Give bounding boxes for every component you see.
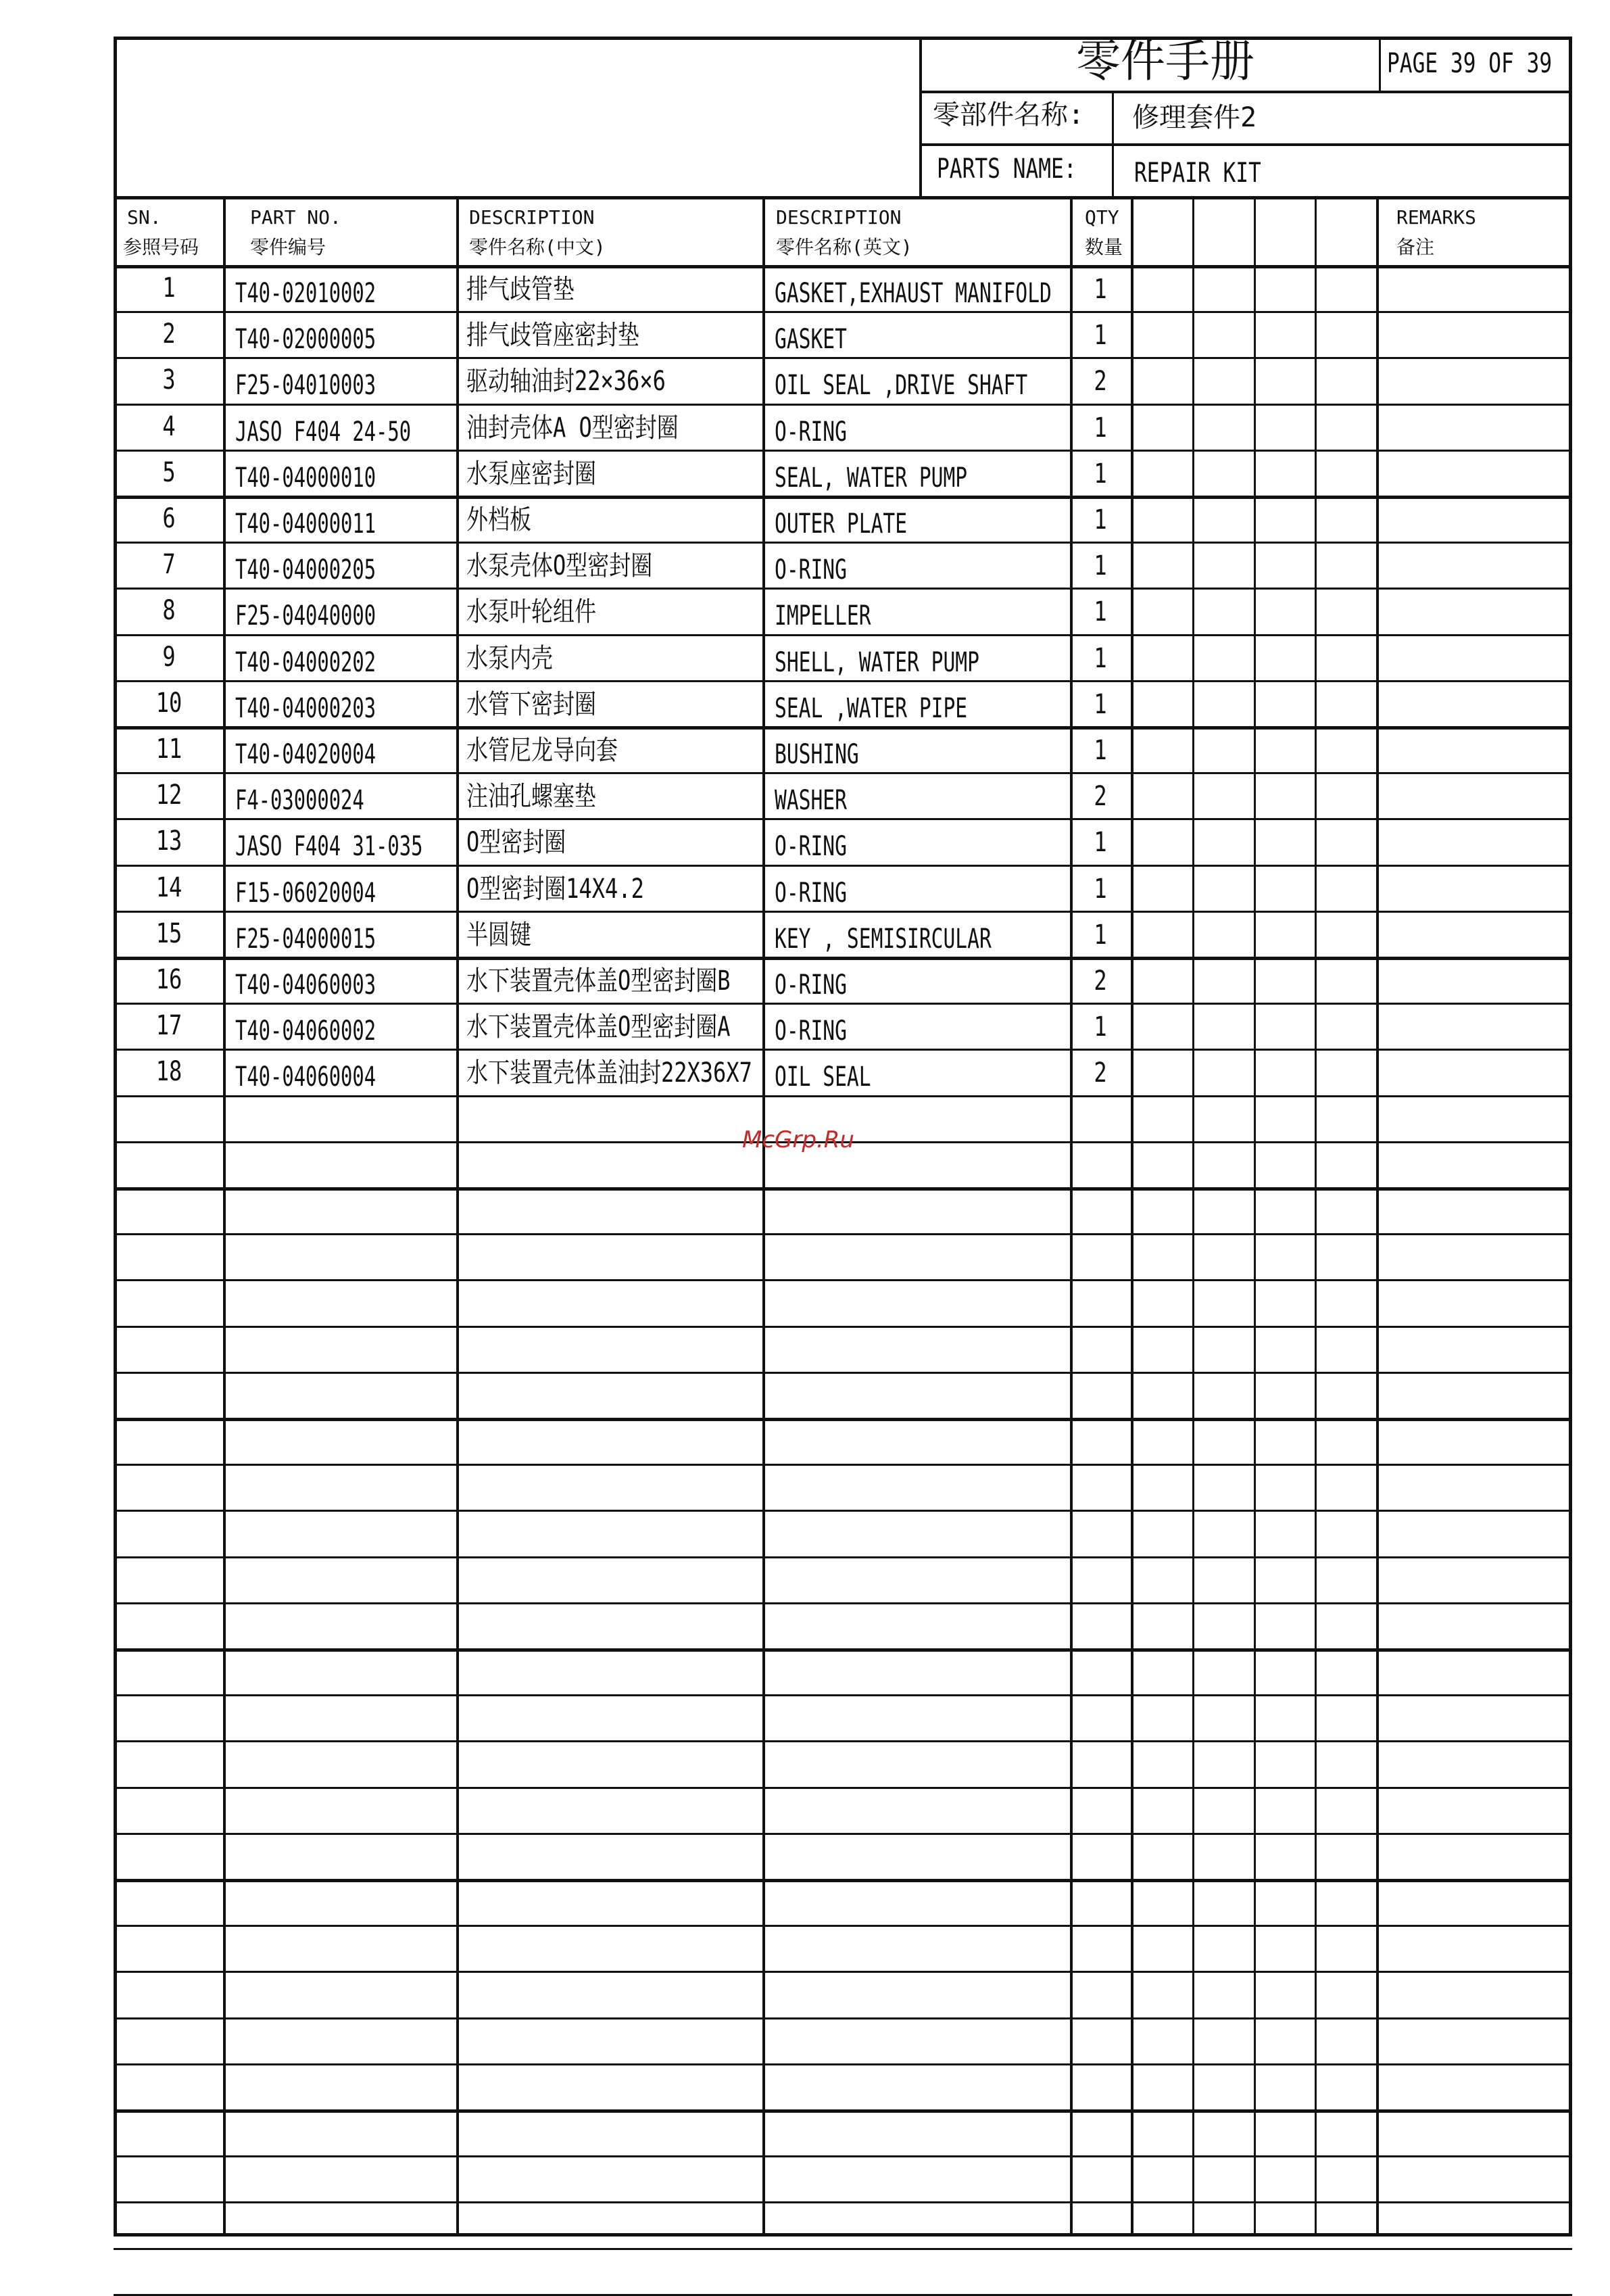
row-sn: 14 xyxy=(155,872,182,903)
col-line-qty xyxy=(1131,197,1133,2237)
row-desc-cn: 水下装置壳体盖油封22X36X7 xyxy=(466,1057,752,1089)
watermark: McGrp.Ru xyxy=(742,1126,854,1153)
row-qty: 1 xyxy=(1094,874,1107,905)
col-line-remarks xyxy=(1376,197,1379,2237)
row-part-no: T40-02000005 xyxy=(235,324,376,355)
page-indicator: PAGE 39 OF 39 xyxy=(1387,48,1553,79)
row-line xyxy=(114,680,1572,682)
row-qty: 1 xyxy=(1094,458,1107,489)
row-desc-cn: 半圆键 xyxy=(466,919,531,951)
row-sn: 16 xyxy=(155,964,182,995)
row-desc-en: OIL SEAL xyxy=(775,1061,871,1093)
row-part-no: F25-04010003 xyxy=(235,370,376,401)
col-header-remarks-en: REMARKS xyxy=(1396,206,1477,229)
row-qty: 1 xyxy=(1094,919,1107,951)
header-divider-left xyxy=(919,38,922,197)
row-part-no: JASO F404 31-035 xyxy=(235,831,423,862)
col-header-desc-en-en: DESCRIPTION xyxy=(776,206,902,229)
row-sn: 4 xyxy=(162,411,176,442)
row-part-no: T40-04060003 xyxy=(235,970,376,1001)
col-header-remarks-cn: 备注 xyxy=(1396,236,1435,258)
row-desc-en: WASHER xyxy=(775,785,847,816)
row-desc-en: OIL SEAL ,DRIVE SHAFT xyxy=(775,370,1028,401)
col-header-desc-cn-cn: 零件名称(中文) xyxy=(469,236,606,258)
row-line xyxy=(114,1556,1572,1558)
row-qty: 1 xyxy=(1094,550,1107,581)
row-desc-cn: 排气歧管垫 xyxy=(466,274,575,305)
row-part-no: F25-04000015 xyxy=(235,924,376,955)
row-qty: 2 xyxy=(1094,1057,1107,1089)
row-desc-en: O-RING xyxy=(775,878,847,909)
row-line xyxy=(114,1464,1572,1466)
row-qty: 1 xyxy=(1094,643,1107,674)
row-qty: 1 xyxy=(1094,735,1107,766)
row-qty: 1 xyxy=(1094,1011,1107,1043)
row-part-no: T40-04000202 xyxy=(235,647,376,678)
row-line xyxy=(114,634,1572,636)
row-desc-cn: 水管下密封圈 xyxy=(466,689,596,720)
row-part-no: T40-04000203 xyxy=(235,693,376,724)
row-line xyxy=(114,2017,1572,2019)
row-line xyxy=(114,2201,1572,2203)
row-desc-cn: 排气歧管座密封垫 xyxy=(466,320,639,351)
row-sn: 5 xyxy=(162,457,176,488)
row-desc-cn: 油封壳体A O型密封圈 xyxy=(466,412,679,444)
col-header-qty-en: QTY xyxy=(1085,206,1119,229)
row-line xyxy=(114,588,1572,590)
row-line xyxy=(114,450,1572,452)
col-line-extra-1 xyxy=(1192,197,1194,2237)
row-desc-en: SEAL ,WATER PIPE xyxy=(775,693,968,724)
row-part-no: F15-06020004 xyxy=(235,878,376,909)
col-header-sn-en: SN. xyxy=(127,206,162,229)
row-part-no: JASO F404 24-50 xyxy=(235,416,412,448)
row-line xyxy=(114,265,1572,268)
row-desc-en: KEY , SEMISIRCULAR xyxy=(775,924,992,955)
row-sn: 2 xyxy=(162,318,176,350)
row-line xyxy=(114,542,1572,544)
row-sn: 7 xyxy=(162,549,176,580)
header-divider-page xyxy=(1379,38,1381,92)
row-desc-cn: 外档板 xyxy=(466,504,531,535)
row-desc-en: O-RING xyxy=(775,554,847,585)
row-sn: 6 xyxy=(162,503,176,534)
row-line xyxy=(114,772,1572,774)
row-desc-en: O-RING xyxy=(775,970,847,1001)
col-line-extra-3 xyxy=(1315,197,1317,2237)
row-desc-en: SHELL, WATER PUMP xyxy=(775,647,979,678)
row-qty: 1 xyxy=(1094,596,1107,627)
row-line xyxy=(114,2063,1572,2065)
row-qty: 2 xyxy=(1094,781,1107,812)
row-line xyxy=(114,818,1572,820)
parts-name-label-cn: 零部件名称: xyxy=(933,99,1085,130)
row-line xyxy=(114,1418,1572,1421)
row-desc-cn: 水管尼龙导向套 xyxy=(466,735,618,766)
row-line xyxy=(114,2155,1572,2157)
row-line xyxy=(114,1279,1572,1281)
row-qty: 2 xyxy=(1094,965,1107,997)
col-header-partno-en: PART NO. xyxy=(250,206,341,229)
row-sn: 8 xyxy=(162,595,176,626)
row-line xyxy=(114,865,1572,867)
row-line xyxy=(114,1510,1572,1512)
row-sn: 13 xyxy=(155,826,182,857)
row-sn: 11 xyxy=(155,734,182,765)
row-line xyxy=(114,726,1572,730)
col-line-desc-cn xyxy=(762,197,765,2237)
row-line xyxy=(114,1372,1572,1374)
row-desc-en: O-RING xyxy=(775,1015,847,1047)
row-line xyxy=(114,1602,1572,1604)
parts-name-value-cn: 修理套件2 xyxy=(1132,102,1257,133)
row-qty: 1 xyxy=(1094,689,1107,720)
row-desc-en: O-RING xyxy=(775,416,847,448)
row-desc-cn: 水下装置壳体盖O型密封圈B xyxy=(466,965,731,997)
row-line xyxy=(114,2248,1572,2250)
row-line xyxy=(114,1648,1572,1652)
header-line-1 xyxy=(919,91,1572,93)
row-qty: 1 xyxy=(1094,504,1107,535)
row-qty: 2 xyxy=(1094,366,1107,397)
header-line-2 xyxy=(919,143,1572,146)
col-line-sn xyxy=(223,197,226,2237)
row-line xyxy=(114,911,1572,913)
row-line xyxy=(114,1925,1572,1927)
row-line xyxy=(114,2109,1572,2113)
row-desc-en: BUSHING xyxy=(775,739,859,770)
row-desc-cn: 水下装置壳体盖O型密封圈A xyxy=(466,1011,731,1043)
row-desc-cn: 驱动轴油封22×36×6 xyxy=(466,366,666,397)
row-qty: 1 xyxy=(1094,320,1107,351)
row-sn: 3 xyxy=(162,364,176,396)
row-sn: 18 xyxy=(155,1056,182,1087)
row-line xyxy=(114,1049,1572,1051)
row-line xyxy=(114,1971,1572,1973)
row-line xyxy=(114,1879,1572,1882)
row-qty: 1 xyxy=(1094,827,1107,858)
col-line-desc-en xyxy=(1070,197,1073,2237)
row-desc-en: GASKET xyxy=(775,324,847,355)
manual-title: 零件手册 xyxy=(1076,35,1254,87)
row-desc-cn: 水泵壳体O型密封圈 xyxy=(466,550,653,581)
row-line xyxy=(114,404,1572,406)
row-line xyxy=(114,1187,1572,1191)
row-line xyxy=(114,1003,1572,1005)
row-line xyxy=(114,1233,1572,1235)
row-part-no: F25-04040000 xyxy=(235,600,376,631)
row-qty: 1 xyxy=(1094,274,1107,305)
row-sn: 10 xyxy=(155,688,182,719)
row-desc-en: SEAL, WATER PUMP xyxy=(775,462,968,494)
col-header-partno-cn: 零件编号 xyxy=(250,236,326,258)
header-bottom-line xyxy=(114,196,1572,199)
row-part-no: T40-04060004 xyxy=(235,1061,376,1093)
parts-name-label-en: PARTS NAME: xyxy=(937,153,1077,185)
row-sn: 9 xyxy=(162,642,176,673)
row-line xyxy=(114,311,1572,313)
row-part-no: T40-04000205 xyxy=(235,554,376,585)
row-line xyxy=(114,1326,1572,1328)
row-desc-cn: 水泵内壳 xyxy=(466,643,553,674)
row-desc-cn: 水泵叶轮组件 xyxy=(466,596,596,627)
row-part-no: T40-04020004 xyxy=(235,739,376,770)
row-desc-cn: 水泵座密封圈 xyxy=(466,458,596,489)
row-line xyxy=(114,496,1572,499)
row-sn: 1 xyxy=(162,272,176,304)
row-line xyxy=(114,1740,1572,1742)
row-desc-cn: O型密封圈14X4.2 xyxy=(466,874,644,905)
col-header-desc-cn-en: DESCRIPTION xyxy=(469,206,595,229)
row-line xyxy=(114,1095,1572,1097)
row-line xyxy=(114,1833,1572,1835)
row-line xyxy=(114,357,1572,359)
col-line-partno xyxy=(456,197,459,2237)
row-part-no: F4-03000024 xyxy=(235,785,364,816)
row-desc-en: OUTER PLATE xyxy=(775,508,908,540)
row-part-no: T40-04060002 xyxy=(235,1015,376,1047)
row-part-no: T40-04000010 xyxy=(235,462,376,494)
row-desc-cn: 注油孔螺塞垫 xyxy=(466,781,596,812)
row-desc-cn: O型密封圈 xyxy=(466,827,566,858)
row-sn: 12 xyxy=(155,780,182,811)
row-line xyxy=(114,1787,1572,1789)
row-desc-en: O-RING xyxy=(775,831,847,862)
col-header-qty-cn: 数量 xyxy=(1085,236,1123,258)
parts-name-value-en: REPAIR KIT xyxy=(1134,158,1261,189)
row-part-no: T40-04000011 xyxy=(235,508,376,540)
row-qty: 1 xyxy=(1094,412,1107,444)
row-sn: 15 xyxy=(155,918,182,949)
col-header-desc-en-cn: 零件名称(英文) xyxy=(776,236,912,258)
col-line-extra-2 xyxy=(1254,197,1256,2237)
row-sn: 17 xyxy=(155,1010,182,1041)
row-desc-en: IMPELLER xyxy=(775,600,871,631)
row-part-no: T40-02010002 xyxy=(235,278,376,309)
col-header-sn-cn: 参照号码 xyxy=(123,236,199,258)
row-line xyxy=(114,957,1572,960)
row-desc-en: GASKET,EXHAUST MANIFOLD xyxy=(775,278,1052,309)
row-line xyxy=(114,1694,1572,1696)
